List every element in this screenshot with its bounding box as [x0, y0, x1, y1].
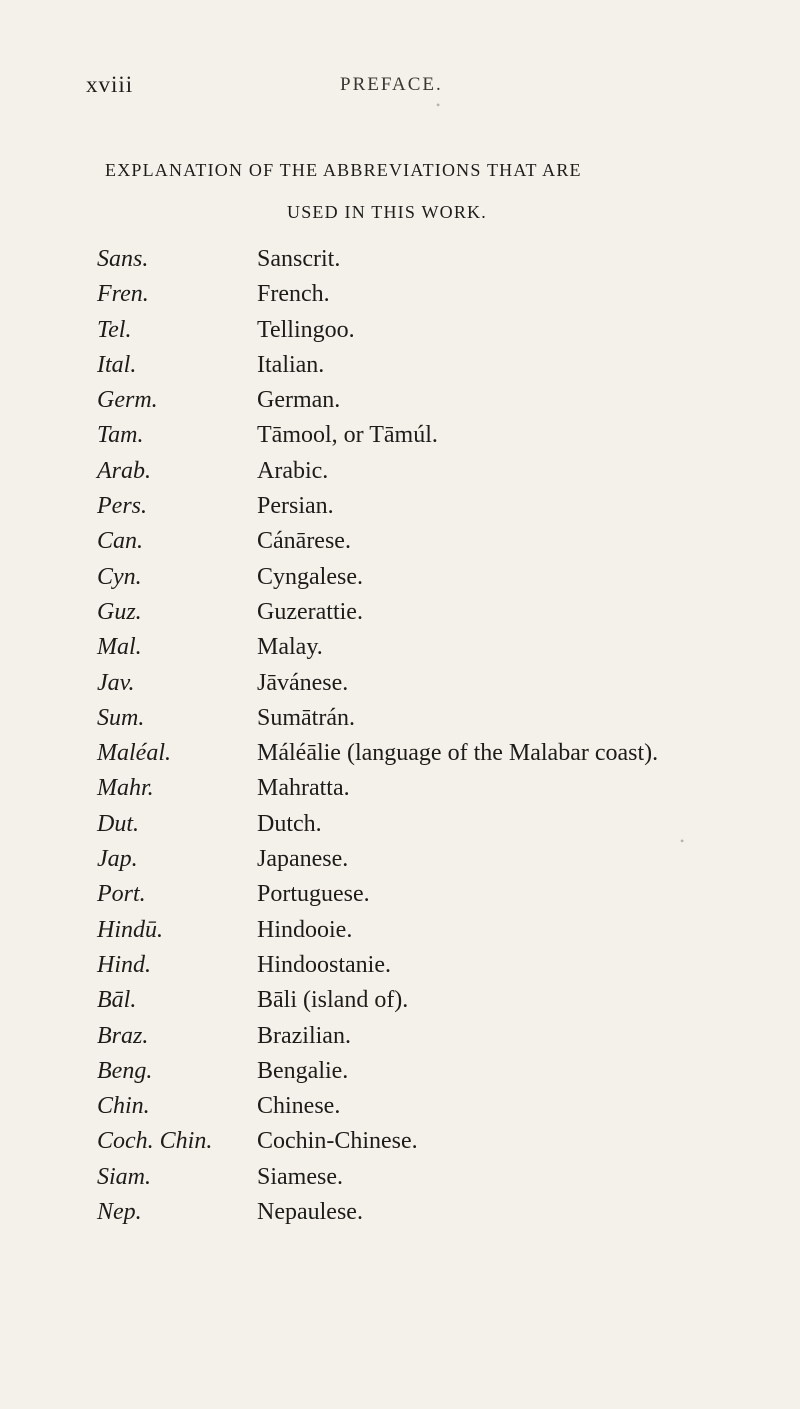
- abbreviation-row: [0, 740, 800, 775]
- abbreviation-meaning: Persian.: [257, 493, 334, 520]
- abbreviation: Sum.: [97, 704, 145, 731]
- abbreviation-row: [0, 846, 800, 881]
- abbreviation: Hindū.: [97, 916, 163, 943]
- abbreviation: Siam.: [97, 1163, 151, 1190]
- abbreviation: Jav.: [97, 669, 135, 696]
- abbreviation-meaning: Arabic.: [257, 457, 329, 484]
- abbreviation-row: [0, 1128, 800, 1163]
- abbreviation-meaning: French.: [257, 281, 330, 308]
- abbreviation-meaning: Sanscrit.: [257, 246, 341, 272]
- abbreviation-row: [0, 458, 800, 493]
- abbreviation-meaning: Hindooie.: [257, 916, 353, 943]
- abbreviation: Pers.: [97, 493, 147, 520]
- abbreviation-row: [0, 528, 800, 563]
- abbreviation-row: [0, 634, 800, 669]
- abbreviation: Nep.: [97, 1199, 142, 1226]
- abbreviation-meaning: Máléālie (language of the Malabar coast).: [257, 740, 659, 767]
- abbreviation: Arab.: [97, 457, 151, 484]
- abbreviation-meaning: Bengalie.: [257, 1057, 349, 1084]
- abbreviation: Tam.: [97, 422, 144, 449]
- abbreviation-meaning: German.: [257, 387, 341, 414]
- abbreviation: Mal.: [97, 634, 142, 661]
- print-speck: •: [680, 834, 685, 848]
- abbreviation-meaning: Malay.: [257, 634, 323, 661]
- abbreviation: Dut.: [97, 810, 139, 837]
- abbreviation-meaning: Bāli (island of).: [257, 987, 409, 1014]
- abbreviation-meaning: Brazilian.: [257, 1022, 351, 1049]
- running-head: PREFACE.: [340, 74, 443, 95]
- abbreviation-row: [0, 1023, 800, 1058]
- abbreviation-meaning: Chinese.: [257, 1093, 341, 1120]
- abbreviation: Port.: [97, 881, 146, 908]
- abbreviation: Ital.: [97, 351, 137, 378]
- abbreviation-row: [0, 705, 800, 740]
- abbreviation-row: [0, 1199, 800, 1234]
- abbreviation-row: [0, 246, 800, 281]
- abbreviation-list: [0, 246, 800, 1234]
- abbreviation-row: [0, 387, 800, 422]
- page-number: xviii: [86, 72, 134, 97]
- abbreviation-row: [0, 670, 800, 705]
- abbreviation-meaning: Japanese.: [257, 846, 349, 873]
- abbreviation: Mahr.: [97, 775, 154, 802]
- abbreviation-meaning: Cochin-Chinese.: [257, 1128, 418, 1155]
- abbreviation-row: [0, 599, 800, 634]
- print-speck: •: [436, 98, 441, 112]
- abbreviation: Bāl.: [97, 987, 137, 1014]
- abbreviation-row: [0, 493, 800, 528]
- abbreviation: Chin.: [97, 1093, 150, 1120]
- abbreviation-meaning: Nepaulese.: [257, 1199, 363, 1226]
- abbreviation-row: [0, 775, 800, 810]
- abbreviation: Fren.: [97, 281, 149, 308]
- abbreviation-row: [0, 422, 800, 457]
- abbreviation: Can.: [97, 528, 144, 555]
- abbreviation-meaning: Cyngalese.: [257, 563, 363, 590]
- abbreviation-row: [0, 317, 800, 352]
- abbreviation: Coch. Chin.: [97, 1128, 213, 1155]
- abbreviation: Guz.: [97, 598, 142, 625]
- abbreviation-meaning: Mahratta.: [257, 775, 350, 802]
- abbreviation-meaning: Italian.: [257, 351, 325, 378]
- abbreviation-row: [0, 564, 800, 599]
- page-header: [0, 72, 800, 102]
- abbreviation-meaning: Cánārese.: [257, 528, 351, 555]
- abbreviation-meaning: Jāvánese.: [257, 669, 349, 696]
- abbreviation-row: [0, 987, 800, 1022]
- abbreviation-meaning: Dutch.: [257, 810, 322, 837]
- abbreviation-meaning: Tellingoo.: [257, 316, 355, 343]
- abbreviation: Tel.: [97, 316, 132, 343]
- abbreviation-meaning: Tāmool, or Tāmúl.: [257, 422, 438, 449]
- abbreviation-row: [0, 1164, 800, 1199]
- abbreviation: Jap.: [97, 846, 138, 873]
- abbreviation-row: [0, 881, 800, 916]
- abbreviation-row: [0, 1093, 800, 1128]
- abbreviation: Sans.: [97, 246, 149, 272]
- abbreviation-meaning: Portuguese.: [257, 881, 370, 908]
- abbreviation: Germ.: [97, 387, 158, 414]
- abbreviation: Braz.: [97, 1022, 149, 1049]
- abbreviation-meaning: Guzerattie.: [257, 598, 363, 625]
- abbreviation-meaning: Hindoostanie.: [257, 951, 391, 978]
- abbreviation-meaning: Siamese.: [257, 1163, 343, 1190]
- abbreviation: Maléal.: [97, 740, 171, 767]
- abbreviation: Hind.: [97, 951, 151, 978]
- title-line-1: EXPLANATION OF THE ABBREVIATIONS THAT ARE: [105, 160, 582, 180]
- abbreviation-row: [0, 952, 800, 987]
- abbreviation-row: [0, 917, 800, 952]
- abbreviation-row: [0, 1058, 800, 1093]
- title-line-2: USED IN THIS WORK.: [287, 202, 487, 222]
- abbreviation-row: [0, 352, 800, 387]
- abbreviation: Beng.: [97, 1057, 153, 1084]
- abbreviation-meaning: Sumātrán.: [257, 704, 355, 731]
- abbreviation-row: [0, 281, 800, 316]
- abbreviation: Cyn.: [97, 563, 142, 590]
